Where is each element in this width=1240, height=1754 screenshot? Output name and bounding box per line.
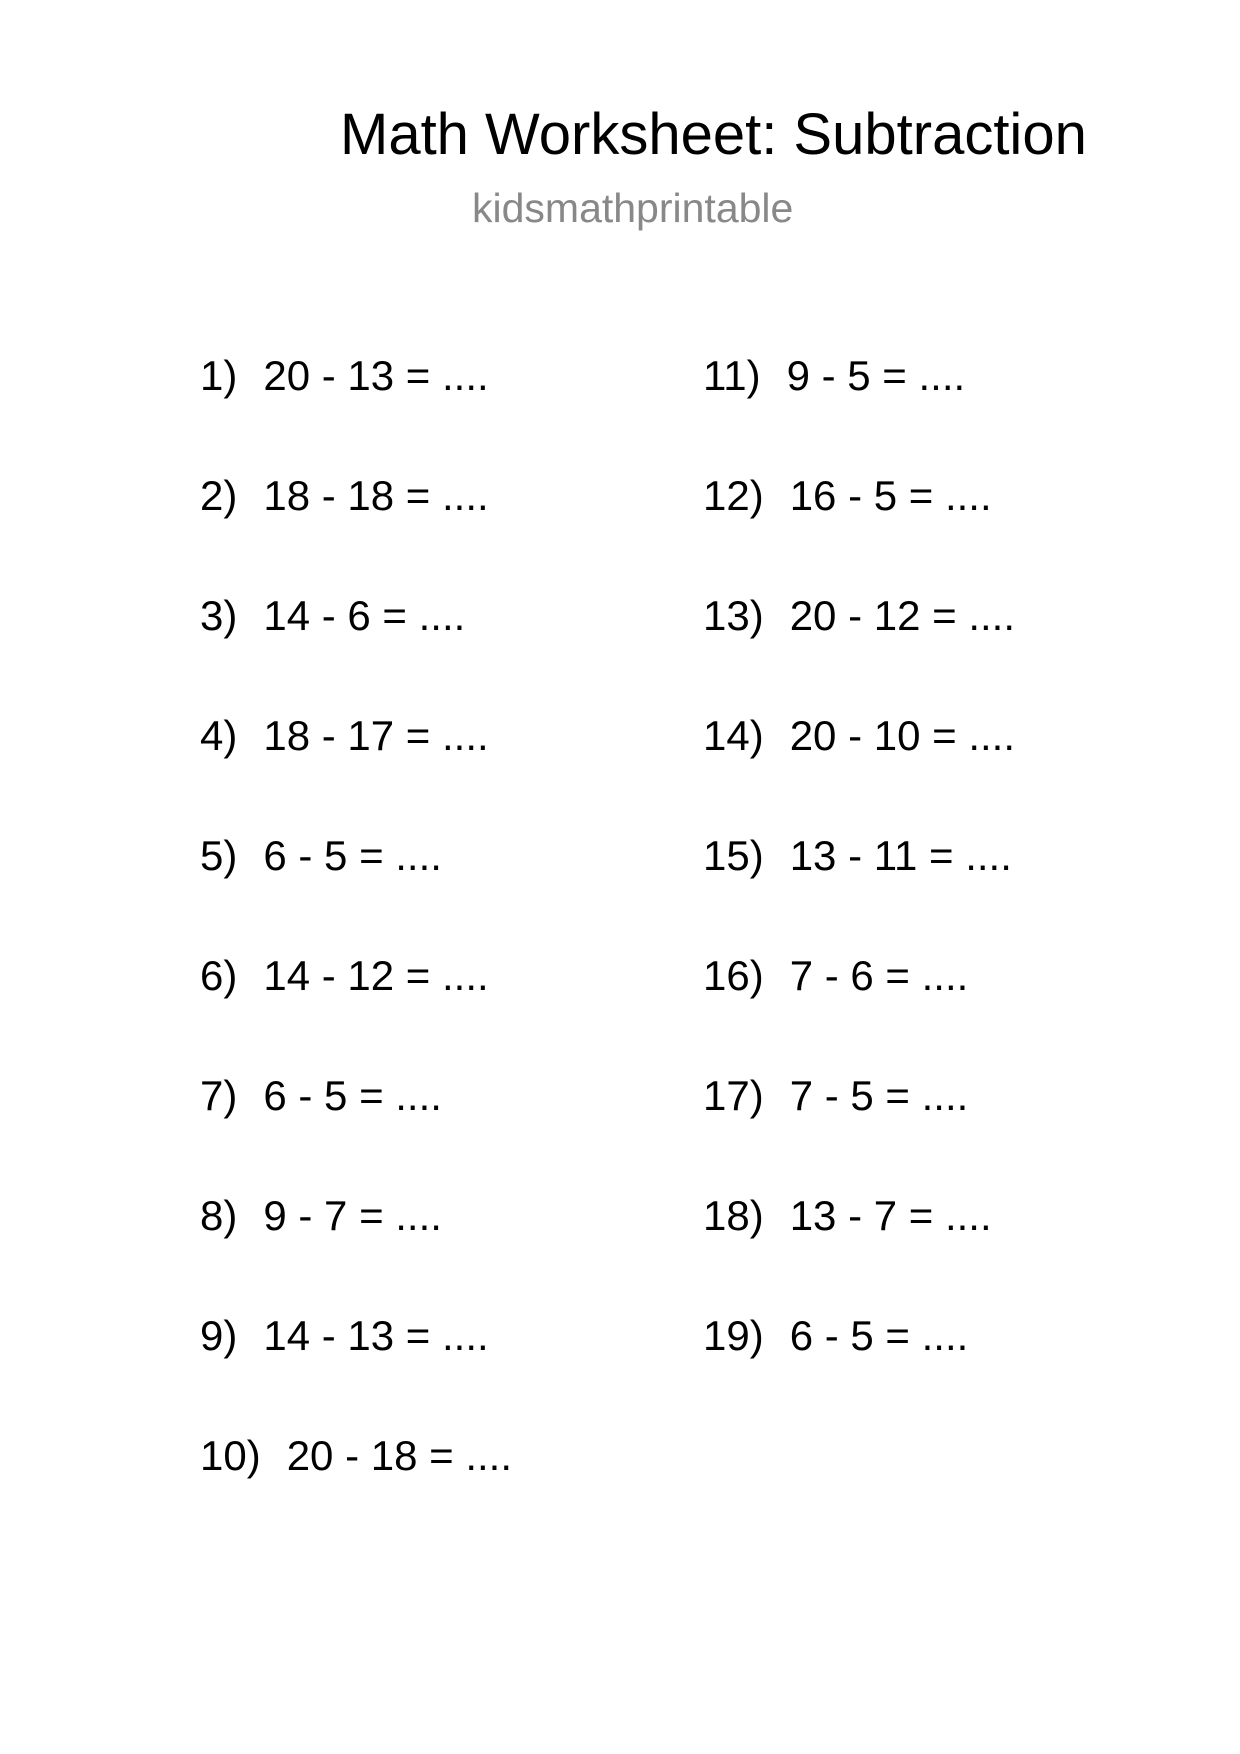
problem-number: 14) [703, 712, 764, 759]
problem-expression: 9 - 7 = .... [263, 1192, 442, 1239]
worksheet-title: Math Worksheet: Subtraction [340, 102, 1087, 167]
problem-number: 12) [703, 472, 764, 519]
problem-expression: 16 - 5 = .... [789, 472, 992, 519]
problem-item [200, 589, 512, 709]
problem-number: 19) [703, 1312, 764, 1359]
problem-item [200, 469, 512, 589]
problem-expression: 7 - 5 = .... [789, 1072, 969, 1119]
problem-number: 16) [703, 952, 764, 999]
problem-expression: 6 - 5 = .... [263, 832, 442, 879]
problem-expression: 14 - 13 = .... [263, 1312, 489, 1359]
problem-item [200, 1429, 512, 1549]
problem-item [703, 469, 1015, 589]
problem-list-left [200, 349, 512, 1549]
problem-number: 11) [703, 352, 761, 399]
problem-item [200, 1069, 512, 1189]
problem-item [200, 829, 512, 949]
problem-expression: 18 - 17 = .... [263, 712, 489, 759]
worksheet-source: kidsmathprintable [472, 185, 794, 231]
problem-item [200, 1309, 512, 1429]
problem-number: 1) [200, 352, 238, 399]
problem-expression: 20 - 18 = .... [286, 1432, 513, 1479]
problem-number: 9) [200, 1312, 238, 1359]
problem-expression: 13 - 7 = .... [789, 1192, 992, 1239]
problem-item [200, 1189, 512, 1309]
problem-expression: 13 - 11 = .... [789, 832, 1012, 879]
problem-number: 2) [200, 472, 238, 519]
problem-expression: 9 - 5 = .... [786, 352, 966, 399]
problem-item [200, 349, 512, 469]
problem-item [703, 829, 1015, 949]
problem-number: 6) [200, 952, 238, 999]
problem-item [703, 709, 1015, 829]
problem-number: 7) [200, 1072, 238, 1119]
problem-expression: 7 - 6 = .... [789, 952, 969, 999]
problem-item [200, 949, 512, 1069]
problem-expression: 20 - 13 = .... [263, 352, 489, 399]
problem-expression: 14 - 6 = .... [263, 592, 466, 639]
problem-item [703, 589, 1015, 709]
problem-number: 17) [703, 1072, 764, 1119]
problem-item [703, 1189, 1015, 1309]
problem-item [703, 1309, 1015, 1429]
problem-number: 8) [200, 1192, 238, 1239]
problem-number: 4) [200, 712, 238, 759]
problem-expression: 6 - 5 = .... [263, 1072, 442, 1119]
problem-number: 13) [703, 592, 764, 639]
problem-list-right [703, 349, 1015, 1429]
problem-expression: 14 - 12 = .... [263, 952, 489, 999]
problem-item [703, 1069, 1015, 1189]
problem-number: 15) [703, 832, 764, 879]
problem-item [703, 349, 1015, 469]
problem-item [200, 709, 512, 829]
problem-number: 3) [200, 592, 238, 639]
problem-expression: 18 - 18 = .... [263, 472, 489, 519]
problem-expression: 20 - 10 = .... [789, 712, 1016, 759]
problem-expression: 6 - 5 = .... [789, 1312, 969, 1359]
problem-item [703, 949, 1015, 1069]
problem-number: 5) [200, 832, 238, 879]
problem-number: 10) [200, 1432, 261, 1479]
problem-expression: 20 - 12 = .... [789, 592, 1016, 639]
problem-number: 18) [703, 1192, 764, 1239]
